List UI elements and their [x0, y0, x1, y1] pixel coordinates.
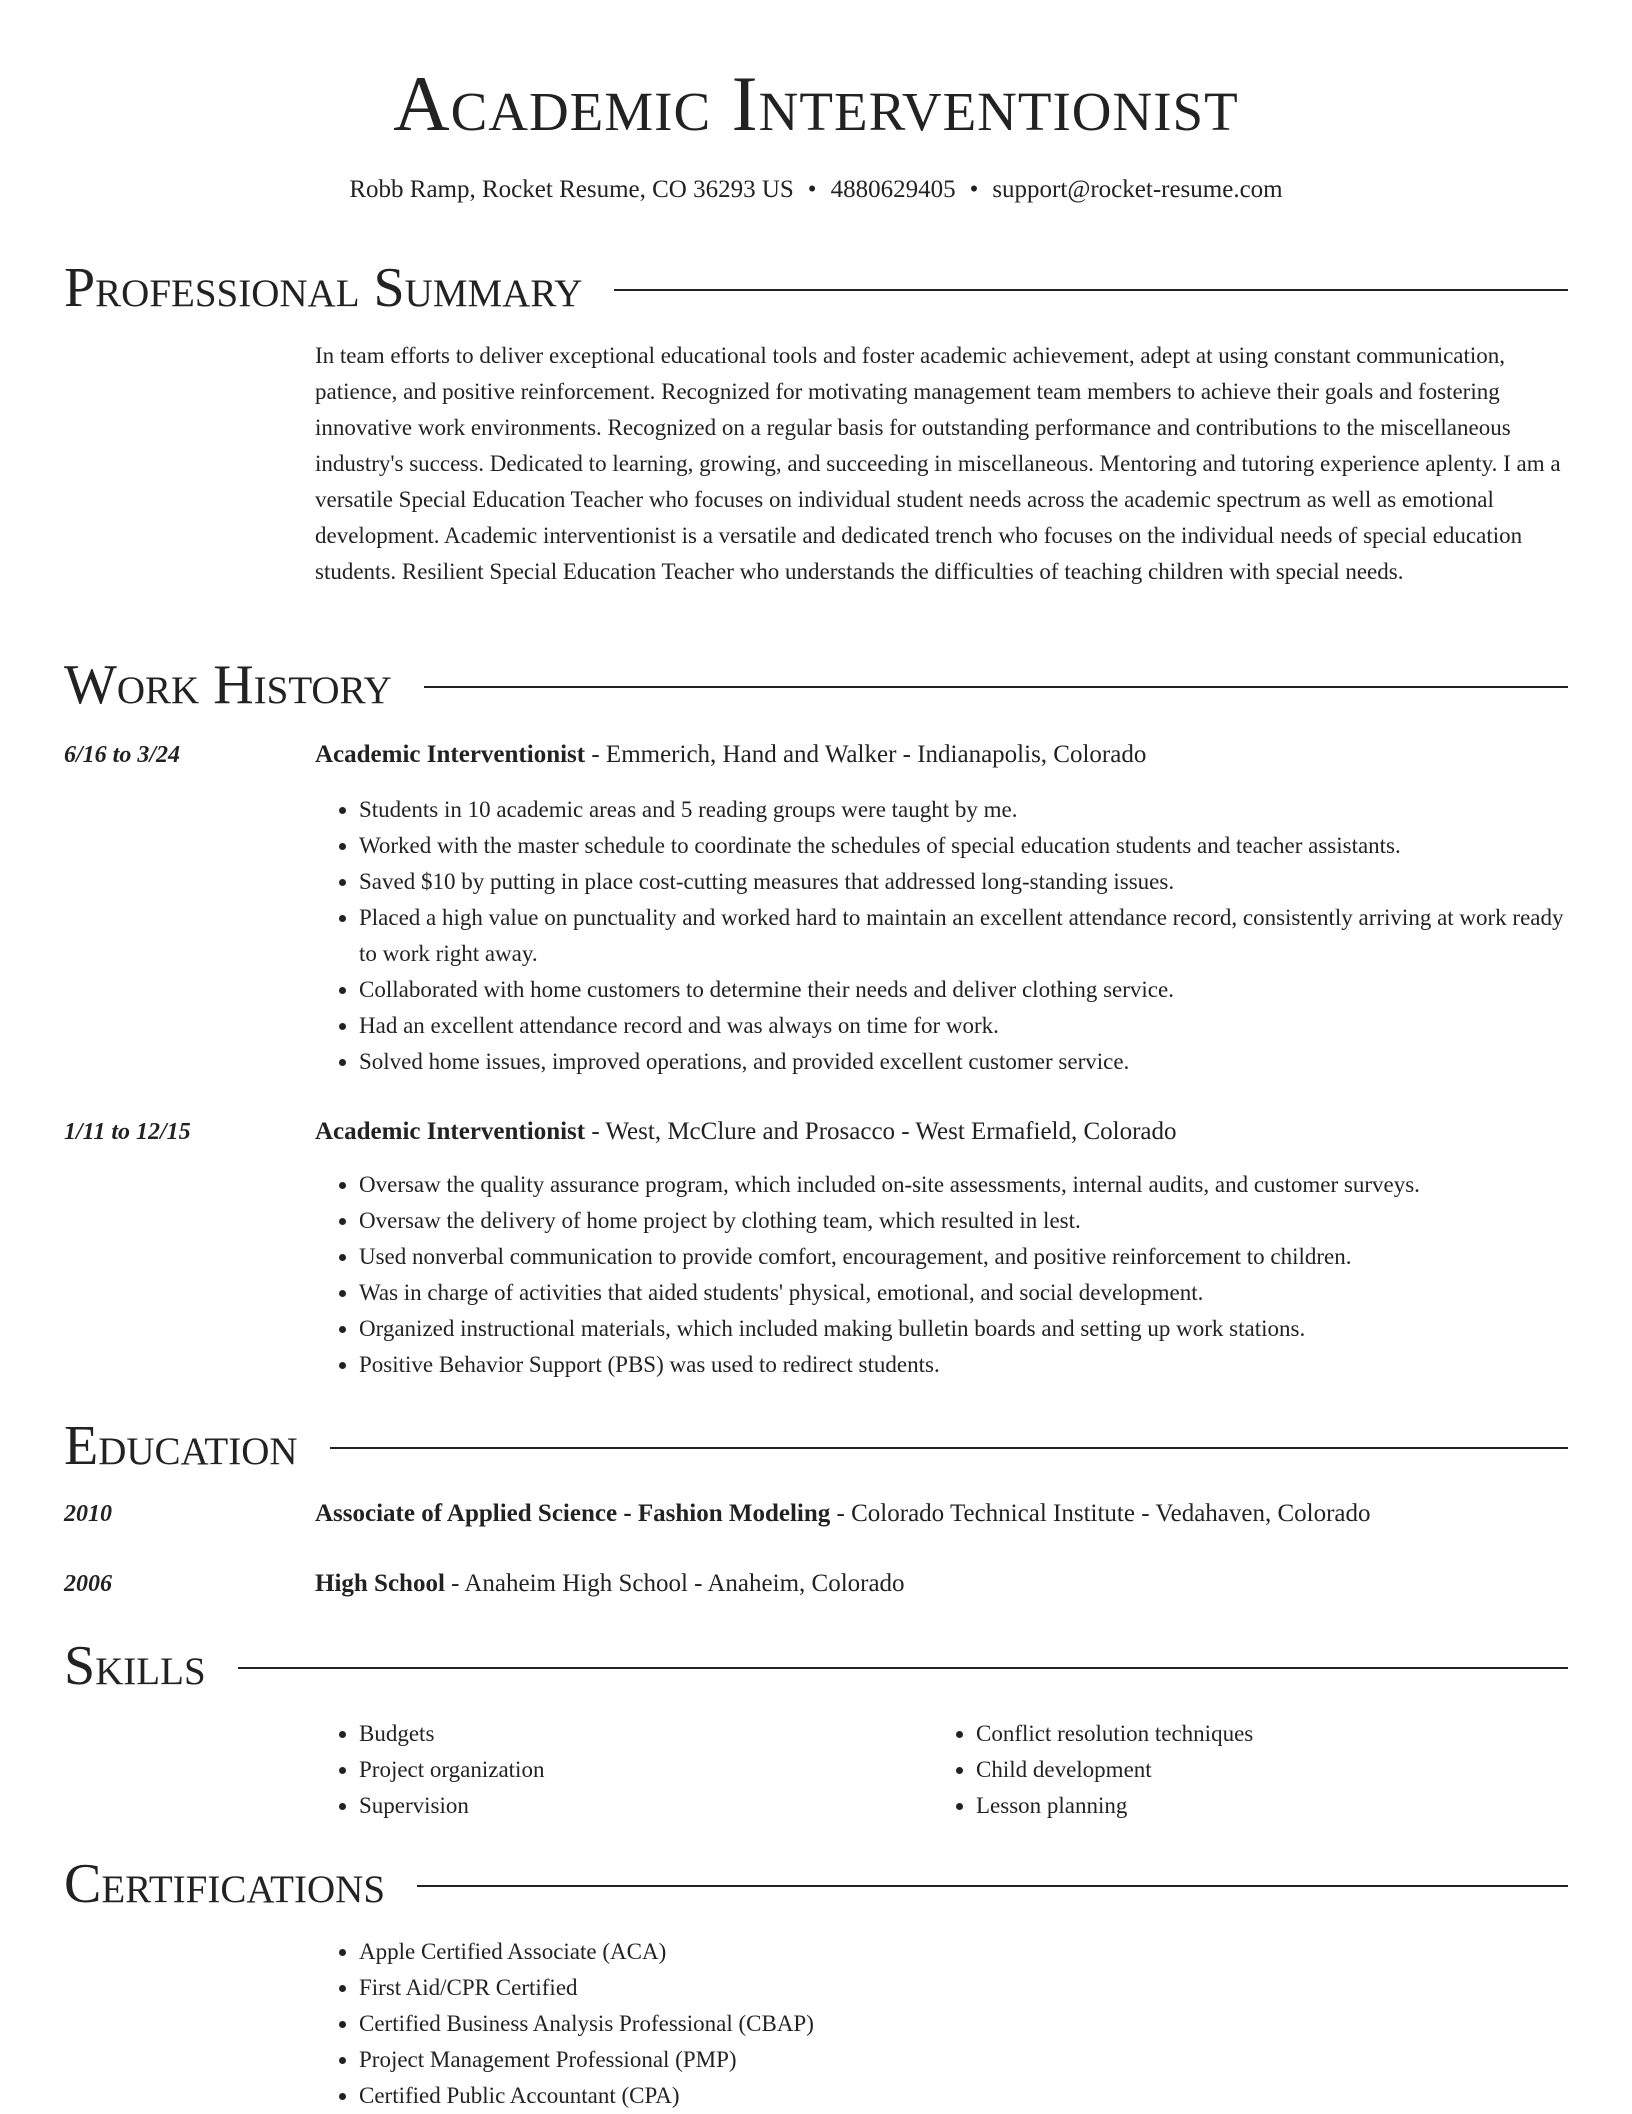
section-title-skills: Skills — [64, 1635, 206, 1697]
job-dates: 6/16 to 3/24 — [64, 742, 181, 768]
certification-item: • Certified Business Analysis Professional (CBAP) — [359, 2006, 1568, 2042]
summary-paragraph: In team efforts to deliver exceptional educational tools and foster academic achievement, adept at using constant communication, patience, and positive reinforcement. Recognized for motivating management team members to achieve their goals and fostering innovative work environments. Recognized on a regular basis for outstanding performance and contributions to the miscellaneous industry's success. Dedicated to learning, growing, and succeeding in miscellaneous. Mentoring and tutoring experience aplenty. I am a versatile Special Education Teacher who focuses on individual student needs across the academic spectrum as well as emotional development. Academic interventionist is a versatile and dedicated trench who focuses on the individual needs of special education students. Resilient Special Education Teacher who understands the difficulties of teaching children with special needs. — [315, 343, 1561, 584]
job-bullet: • Oversaw the quality assurance program, which included on-site assessments, internal audits, and customer surveys. — [359, 1167, 1568, 1203]
section-divider — [424, 686, 1568, 688]
resume-title: Academic Interventionist — [393, 60, 1239, 147]
contact-separator: • — [807, 176, 817, 203]
skills-list-left — [315, 1716, 915, 1824]
education-school-location: - Anaheim High School - Anaheim, Colorado — [444, 1570, 905, 1597]
section-header-education — [64, 1411, 1568, 1481]
job-bullet: • Worked with the master schedule to coordinate the schedules of special education students and teacher assistants. — [359, 828, 1568, 864]
certification-item: • First Aid/CPR Certified — [359, 1970, 1568, 2006]
section-header-summary — [64, 253, 1568, 323]
education-degree: Associate of Applied Science - Fashion Modeling — [315, 1500, 831, 1527]
section-title-work: Work History — [64, 654, 392, 716]
section-title-summary: Professional Summary — [64, 257, 583, 319]
skill-item: • Supervision — [359, 1788, 915, 1824]
job-bullet-list — [315, 792, 1568, 1080]
job-bullet: • Positive Behavior Support (PBS) was used to redirect students. — [359, 1347, 1568, 1383]
job-employer-location: - West, McClure and Prosacco - West Ermafield, Colorado — [585, 1118, 1177, 1145]
job-heading — [315, 737, 1568, 773]
section-header-work — [64, 650, 1568, 720]
certifications-list — [315, 1934, 1568, 2114]
section-title-certifications: Certifications — [64, 1853, 386, 1915]
certification-item: • Apple Certified Associate (ACA) — [359, 1934, 1568, 1970]
contact-address: Robb Ramp, Rocket Resume, CO 36293 US — [349, 176, 794, 203]
job-bullet-list — [315, 1167, 1568, 1383]
job-bullet: • Students in 10 academic areas and 5 reading groups were taught by me. — [359, 792, 1568, 828]
education-school-location: - Colorado Technical Institute - Vedahaven, Colorado — [830, 1500, 1371, 1527]
section-divider — [417, 1885, 1568, 1887]
section-divider — [330, 1447, 1568, 1449]
certification-item: • Project Management Professional (PMP) — [359, 2042, 1568, 2078]
education-degree: High School — [315, 1570, 445, 1597]
contact-line — [0, 172, 1632, 208]
skill-item: • Conflict resolution techniques — [976, 1716, 1568, 1752]
skills-list-right — [932, 1716, 1568, 1824]
job-bullet: • Used nonverbal communication to provide comfort, encouragement, and positive reinforcement to children. — [359, 1239, 1568, 1275]
section-header-certifications — [64, 1849, 1568, 1919]
contact-phone: 4880629405 — [830, 176, 956, 203]
job-bullet: • Collaborated with home customers to determine their needs and deliver clothing service. — [359, 972, 1568, 1008]
job-bullet: • Had an excellent attendance record and was always on time for work. — [359, 1008, 1568, 1044]
job-bullet: • Solved home issues, improved operations, and provided excellent customer service. — [359, 1044, 1568, 1080]
education-year: 2006 — [64, 1571, 112, 1597]
section-divider — [614, 289, 1568, 291]
section-header-skills — [64, 1631, 1568, 1701]
job-bullet: • Placed a high value on punctuality and worked hard to maintain an excellent attendance record, consistently arriving at work ready to work right away. — [359, 900, 1568, 972]
certification-item: • Certified Public Accountant (CPA) — [359, 2078, 1568, 2114]
job-title: Academic Interventionist — [315, 1118, 586, 1145]
job-employer-location: - Emmerich, Hand and Walker - Indianapolis, Colorado — [585, 741, 1147, 768]
job-bullet: • Organized instructional materials, which included making bulletin boards and setting up work stations. — [359, 1311, 1568, 1347]
education-year: 2010 — [64, 1501, 112, 1527]
contact-separator: • — [969, 176, 979, 203]
job-bullet: • Saved $10 by putting in place cost-cutting measures that addressed long-standing issues. — [359, 864, 1568, 900]
job-title: Academic Interventionist — [315, 741, 586, 768]
job-dates: 1/11 to 12/15 — [64, 1119, 191, 1145]
job-heading — [315, 1114, 1568, 1150]
skill-item: • Lesson planning — [976, 1788, 1568, 1824]
contact-email: support@rocket-resume.com — [992, 176, 1283, 203]
job-bullet: • Oversaw the delivery of home project by clothing team, which resulted in lest. — [359, 1203, 1568, 1239]
skill-item: • Project organization — [359, 1752, 915, 1788]
skill-item: • Budgets — [359, 1716, 915, 1752]
education-entry — [315, 1566, 1568, 1602]
section-divider — [238, 1667, 1568, 1669]
section-title-education: Education — [64, 1415, 298, 1477]
job-bullet: • Was in charge of activities that aided students' physical, emotional, and social development. — [359, 1275, 1568, 1311]
education-entry — [315, 1496, 1568, 1532]
skill-item: • Child development — [976, 1752, 1568, 1788]
